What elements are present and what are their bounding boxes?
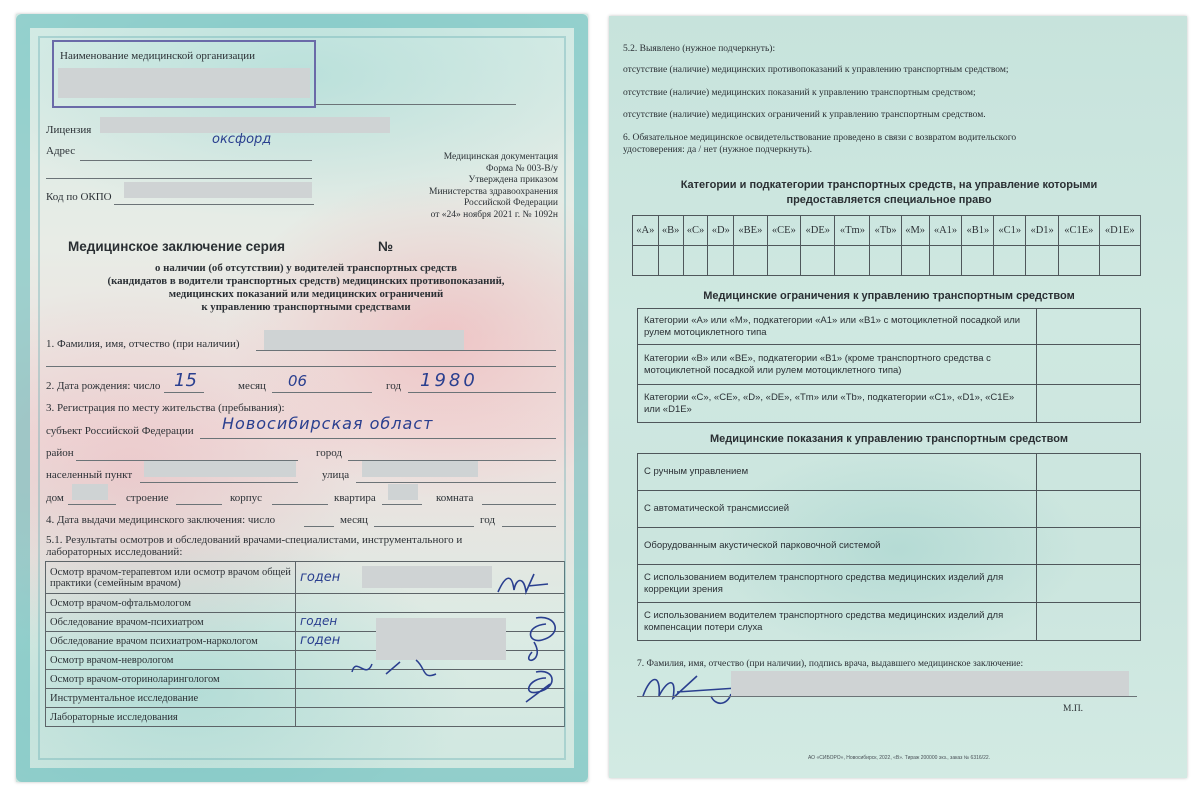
table-row <box>638 454 1141 491</box>
redacted-doctor-name <box>731 671 1129 697</box>
okpo-label: Код по ОКПО <box>46 191 112 203</box>
house-label: дом <box>46 492 64 504</box>
table-row <box>46 594 565 613</box>
section-52-option: отсутствие (наличие) медицинских противопоказаний к управлению транспортным средством; <box>623 65 1009 75</box>
categories-title <box>629 178 1149 208</box>
certificate-title: Медицинское заключение серия <box>68 239 286 254</box>
redacted-okpo <box>124 182 312 198</box>
address-label: Адрес <box>46 145 76 157</box>
indication-label: С использованием водителем транспортного средства медицинских изделий для коррекции зрения <box>638 565 1037 603</box>
restrictions-title: Медицинские ограничения к управлению транспортным средством <box>703 290 1075 302</box>
category-value-cell <box>633 246 659 276</box>
indication-value <box>1037 491 1141 528</box>
certificate-subtitle <box>56 262 556 314</box>
category-cell: «В» <box>658 216 683 246</box>
category-cell: «СЕ» <box>767 216 801 246</box>
category-cell: «D1» <box>1026 216 1059 246</box>
category-value-cell <box>1026 246 1059 276</box>
form-line: Российской Федерации <box>463 198 558 208</box>
category-value-cell <box>1099 246 1140 276</box>
subject-label: субъект Российской Федерации <box>46 425 194 437</box>
table-row <box>638 603 1141 641</box>
exam-label: Осмотр врачом-неврологом <box>46 651 296 670</box>
category-cell: «Tb» <box>870 216 901 246</box>
categories-header-row <box>633 216 1141 246</box>
redacted-exam-doctor <box>362 566 492 588</box>
print-footer: АО «СИБОРО», Новосибирск, 2022, «В». Тираж 200000 экз., заказ № 6316/22. <box>807 755 991 761</box>
category-cell: «С1Е» <box>1059 216 1100 246</box>
section-52-option: отсутствие (наличие) медицинских ограничений к управлению транспортным средством. <box>623 110 986 120</box>
categories-title-line: Категории и подкатегории транспортных средств, на управление которыми <box>680 179 1098 191</box>
table-row <box>638 345 1141 385</box>
license-label: Лицензия <box>46 124 92 136</box>
table-row <box>638 309 1141 345</box>
category-value-cell <box>734 246 768 276</box>
indication-label: С автоматической трансмиссией <box>638 491 1037 528</box>
doctor-signature <box>494 570 554 600</box>
exam-label: Осмотр врачом-офтальмологом <box>46 594 296 613</box>
exam-label: Осмотр врачом-терапевтом или осмотр врачом общей практики (семейным врачом) <box>46 562 296 594</box>
categories-table <box>632 215 1141 276</box>
section-6-line: 6. Обязательное медицинское освидетельствование проведено в связи с возвратом водительского <box>623 133 1017 143</box>
categories-title-line: предоставляется специальное право <box>786 194 992 206</box>
category-value-cell <box>994 246 1026 276</box>
restriction-label: Категории «С», «СЕ», «D», «DE», «Tm» или «Tb», подкатегории «С1», «D1», «С1Е» или «D1E» <box>638 385 1037 423</box>
field-registration-label: 3. Регистрация по месту жительства (пребывания): <box>46 402 285 414</box>
category-value-cell <box>1059 246 1100 276</box>
address-handwritten: оксфорд <box>212 132 272 147</box>
form-line: от «24» ноября 2021 г. № 1092н <box>430 209 558 220</box>
category-value-cell <box>835 246 870 276</box>
restriction-value <box>1037 385 1141 423</box>
settlement-label: населенный пункт <box>46 469 133 481</box>
category-value-cell <box>683 246 708 276</box>
category-value-cell <box>962 246 994 276</box>
exam-result-handwritten: годен <box>300 569 341 585</box>
category-cell: «М» <box>901 216 929 246</box>
form-line: Утверждена приказом <box>468 175 558 185</box>
section-6-line: удостоверения: да / нет (нужное подчеркнуть). <box>623 145 812 155</box>
room-label: комната <box>436 492 474 504</box>
exam-label: Обследование врачом психиатром-наркологом <box>46 632 296 651</box>
seal-place-label: М.П. <box>1063 704 1084 714</box>
restriction-value <box>1037 345 1141 385</box>
redacted-full-name <box>264 330 464 350</box>
exam-result-handwritten: годен <box>300 614 338 628</box>
apartment-label: квартира <box>334 492 376 504</box>
building-label: строение <box>126 492 169 504</box>
subtitle-line: (кандидатов в водители транспортных средств) медицинских противопоказаний, <box>107 275 505 287</box>
redacted-house <box>72 484 108 500</box>
issue-month-label: месяц <box>340 514 368 526</box>
field-full-name-label: 1. Фамилия, имя, отчество (при наличии) <box>46 338 240 350</box>
korpus-label: корпус <box>230 492 263 504</box>
category-cell: «С» <box>683 216 708 246</box>
category-value-cell <box>929 246 962 276</box>
indication-value <box>1037 454 1141 491</box>
restriction-label: Категории «В» или «ВЕ», подкатегории «В1» (кроме транспортного средства с мотоциклетной посадкой или рулем мотоциклетного типа) <box>638 345 1037 385</box>
table-row <box>638 385 1141 423</box>
category-value-cell <box>801 246 835 276</box>
section-51-line: 5.1. Результаты осмотров и обследований врачами-специалистами, инструментального и <box>46 534 463 546</box>
section-51-label <box>46 534 462 558</box>
exam-label: Лабораторные исследования <box>46 708 296 727</box>
table-row <box>638 528 1141 565</box>
category-value-cell <box>870 246 901 276</box>
form-line: Министерства здравоохранения <box>429 186 558 197</box>
restrictions-table <box>637 308 1141 423</box>
street-label: улица <box>322 469 350 481</box>
indication-label: Оборудованным акустической парковочной системой <box>638 528 1037 565</box>
document-page-2 <box>609 16 1187 778</box>
birth-year-label: год <box>386 380 402 392</box>
section-52-option: отсутствие (наличие) медицинских показаний к управлению транспортным средством; <box>623 88 976 98</box>
redacted-street <box>362 461 478 477</box>
category-value-cell <box>767 246 801 276</box>
redacted-org-name <box>58 68 310 98</box>
indication-label: С ручным управлением <box>638 454 1037 491</box>
redacted-apartment <box>388 484 418 500</box>
indication-value <box>1037 603 1141 641</box>
form-line: Форма № 003-В/у <box>486 163 558 174</box>
document-page-1 <box>16 14 588 782</box>
certificate-number-sign: № <box>378 239 394 254</box>
category-value-cell <box>708 246 734 276</box>
doctor-signature <box>506 612 566 708</box>
table-row <box>638 565 1141 603</box>
birth-day: 15 <box>174 370 197 391</box>
section-7-label: 7. Фамилия, имя, отчество (при наличии), подпись врача, выдавшего медицинское заключение: <box>637 659 1024 669</box>
indications-table <box>637 453 1141 641</box>
category-cell: «ВЕ» <box>734 216 768 246</box>
exam-result <box>296 708 565 727</box>
doctor-signature <box>346 654 446 684</box>
exam-result-handwritten: годен <box>300 633 341 648</box>
exam-label: Инструментальное исследование <box>46 689 296 708</box>
category-cell: «DE» <box>801 216 835 246</box>
birth-year: 1980 <box>420 370 478 391</box>
category-cell: «А» <box>633 216 659 246</box>
restriction-value <box>1037 309 1141 345</box>
subtitle-line: к управлению транспортными средствами <box>201 301 411 313</box>
exam-label: Обследование врачом-психиатром <box>46 613 296 632</box>
org-name-label: Наименование медицинской организации <box>60 50 255 62</box>
indication-value <box>1037 565 1141 603</box>
section-51-line: лабораторных исследований: <box>46 546 183 558</box>
field-issue-date-label: 4. Дата выдачи медицинского заключения: число <box>46 514 276 526</box>
district-label: район <box>46 447 74 459</box>
category-cell: «С1» <box>994 216 1026 246</box>
table-row <box>46 689 565 708</box>
category-cell: «В1» <box>962 216 994 246</box>
category-cell: «D» <box>708 216 734 246</box>
category-cell: «D1E» <box>1099 216 1140 246</box>
category-value-cell <box>658 246 683 276</box>
birth-month-label: месяц <box>238 380 266 392</box>
field-birth-date-label: 2. Дата рождения: число <box>46 380 161 392</box>
birth-month: 06 <box>288 372 308 390</box>
redacted-settlement <box>144 461 296 477</box>
form-block <box>392 152 558 221</box>
exam-label: Осмотр врачом-оториноларингологом <box>46 670 296 689</box>
category-cell: «А1» <box>929 216 962 246</box>
city-label: город <box>316 447 343 459</box>
restriction-label: Категории «А» или «М», подкатегории «А1» или «В1» с мотоциклетной посадкой или рулем мотоциклетного типа <box>638 309 1037 345</box>
section-6 <box>623 132 1016 156</box>
categories-value-row <box>633 246 1141 276</box>
subject-value: Новосибирская област <box>222 414 434 433</box>
issue-year-label: год <box>480 514 496 526</box>
subtitle-line: медицинских показаний или медицинских ограничений <box>168 288 444 300</box>
category-value-cell <box>901 246 929 276</box>
table-row <box>638 491 1141 528</box>
redacted-license <box>100 117 390 133</box>
indication-value <box>1037 528 1141 565</box>
table-row <box>46 670 565 689</box>
table-row <box>46 708 565 727</box>
subtitle-line: о наличии (об отсутствии) у водителей транспортных средств <box>155 262 457 274</box>
indication-label: С использованием водителем транспортного средства медицинских изделий для компенсации потери слуха <box>638 603 1037 641</box>
category-cell: «Tm» <box>835 216 870 246</box>
section-52-label: 5.2. Выявлено (нужное подчеркнуть): <box>623 44 776 54</box>
form-line: Медицинская документация <box>443 152 558 162</box>
indications-title: Медицинские показания к управлению транспортным средством <box>710 433 1068 445</box>
